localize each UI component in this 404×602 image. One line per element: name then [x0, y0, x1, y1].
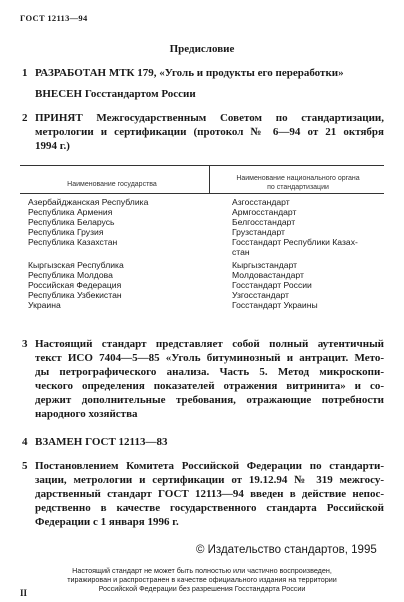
section-line: метрологии и сертификации (протокол № 6—94 от 21 октября: [35, 126, 384, 138]
table-cell: Грузстандарт: [232, 227, 285, 237]
section-number: 2: [22, 112, 28, 124]
section-line: ПРИНЯТ Межгосударственным Советом по стандартизации,: [35, 112, 384, 124]
section-1-submitted: [22, 87, 384, 101]
section-line: дарственный стандарт ГОСТ 12113—94 введен в действие непос-: [35, 488, 384, 500]
table-column-states: [28, 197, 206, 310]
table-cell: Республика Беларусь: [28, 217, 115, 227]
section-number: 1: [22, 67, 28, 79]
table-cell: [28, 247, 206, 257]
section-text: ВНЕСЕН Госстандартом России: [35, 88, 196, 100]
table-top-rule: [20, 165, 384, 166]
section-text: РАЗРАБОТАН МТК 179, «Уголь и продукты его переработки»: [35, 67, 344, 79]
table-cell: Госстандарт Украины: [232, 300, 318, 310]
section-line: текст ИСО 7404—5—85 «Уголь битуминозный и антрацит. Мето-: [35, 352, 384, 364]
section-number: 4: [22, 436, 28, 448]
table-cell: Госстандарт России: [232, 280, 312, 290]
table-cell: Кыргызстандарт: [232, 260, 298, 270]
table-cell: Молдовастандарт: [232, 270, 304, 280]
section-line: редственно в качестве государственного стандарта Российской: [35, 502, 384, 514]
table-cell: Российская Федерация: [28, 280, 122, 290]
document-code: ГОСТ 12113—94: [20, 13, 88, 23]
table-cell: стан: [232, 247, 250, 257]
section-4: [22, 435, 384, 449]
section-line: ческого определения показателей отражения витринита» и со-: [35, 380, 384, 392]
table-cell: Азгосстандарт: [232, 197, 290, 207]
page-title: Предисловие: [169, 43, 235, 55]
section-line: Федерации с 1 января 1996 г.: [35, 516, 179, 528]
table-cell: Белгосстандарт: [232, 217, 296, 227]
section-line: ды петрографического анализа. Часть 5. Метод микроскопи-: [35, 366, 384, 378]
section-line: держит дополнительные требования, отражающие потребности: [35, 394, 384, 406]
table-cell: Узгосстандарт: [232, 290, 289, 300]
table-cell: Республика Узбекистан: [28, 290, 122, 300]
page-number: II: [20, 588, 28, 598]
section-line: 1994 г.): [35, 140, 70, 152]
table-cell: Украина: [28, 300, 61, 310]
table-cell: Кыргызская Республика: [28, 260, 124, 270]
section-2: [22, 111, 384, 155]
copyright-notice: © Издательство стандартов, 1995: [196, 544, 377, 556]
section-3: [22, 337, 384, 421]
section-line: Постановлением Комитета Российской Федерации по стандарти-: [35, 460, 384, 472]
table-cell: Армгосстандарт: [232, 207, 297, 217]
section-line: Настоящий стандарт представляет собой полный аутентичный: [35, 338, 384, 350]
table-header-state: Наименование государства: [67, 181, 157, 188]
table-header-body: Наименование национального органа по стандартизации: [236, 175, 360, 191]
section-number: 3: [22, 338, 28, 350]
table-cell: Азербайджанская Республика: [28, 197, 149, 207]
table-cell: Республика Молдова: [28, 270, 113, 280]
table-column-bodies: [232, 197, 382, 310]
section-5: [22, 459, 384, 529]
section-number: 5: [22, 460, 28, 472]
section-line: зации, метрологии и сертификации от 19.12.94 № 319 межгосу-: [35, 474, 384, 486]
table-cell: Республика Грузия: [28, 227, 104, 237]
section-text: ВЗАМЕН ГОСТ 12113—83: [35, 436, 168, 448]
section-line: народного хозяйства: [35, 408, 138, 420]
table-cell: Республика Казахстан: [28, 237, 118, 247]
table-header-rule: [20, 193, 384, 194]
table-column-divider: [209, 165, 210, 193]
table-cell: Республика Армения: [28, 207, 113, 217]
footer-notice: Настоящий стандарт не может быть полностью или частично воспроизведен, тиражирован и распространен в качестве официального издания на территории Российской Федерации без разрешения Госстандарта России: [67, 566, 337, 593]
section-1: [22, 66, 384, 80]
table-cell: Госстандарт Республики Казах-: [232, 237, 358, 247]
